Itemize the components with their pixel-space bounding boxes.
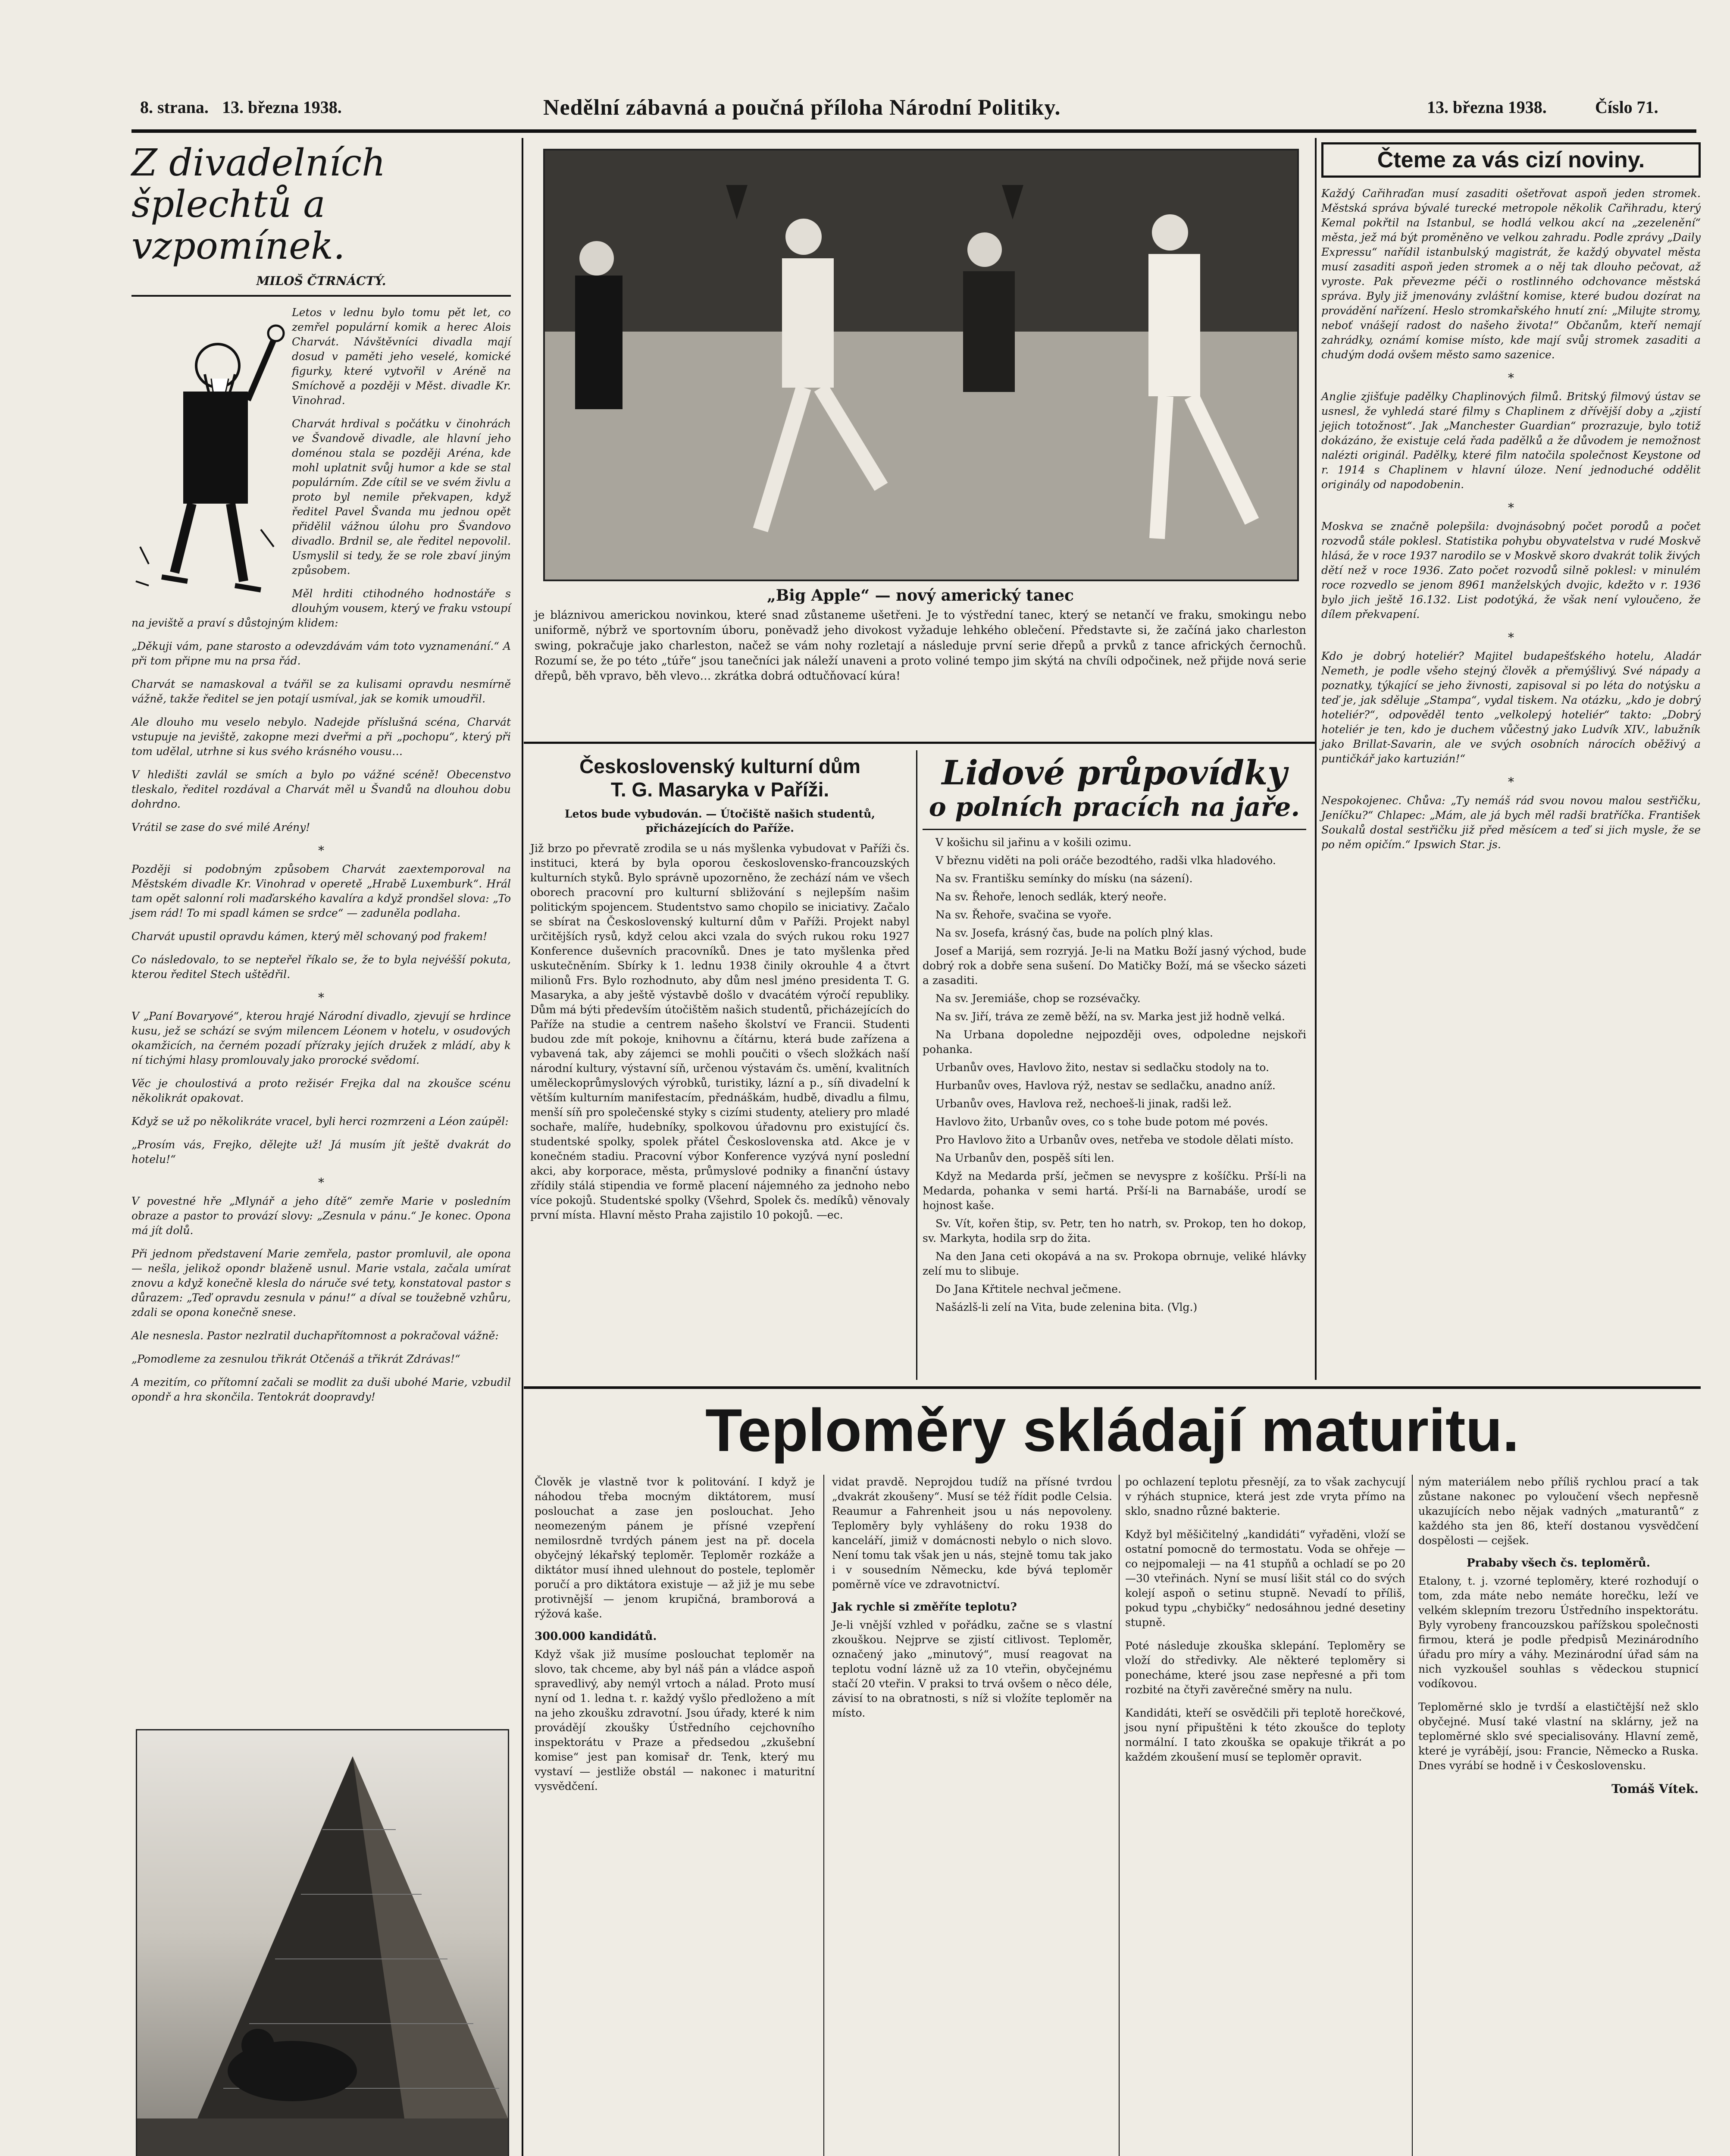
- folk-saying: Urbanův oves, Havlovo žito, nestav si sedlačku stodoly na to.: [935, 1061, 1269, 1074]
- header-date-left: 13. března 1938.: [222, 97, 342, 117]
- theatre-article-author: MILOŠ ČTRNÁCTÝ.: [256, 273, 386, 288]
- theatre-paragraph-13: Když se už po několikráte vracel, byli herci rozmrzeni a Léon zaúpěl:: [131, 1115, 509, 1128]
- theatre-paragraph-9: Charvát upustil opravdu kámen, který měl schovaný pod frakem!: [131, 930, 488, 943]
- theatre-paragraph-11: V „Paní Bovaryové“, kterou hrajé Národní divadlo, zjevují se hrdince kusu, jež se schází se svým milencem Léonem v hotelu, v osudových okamžicích, na černém pozadí přízraky jejích družek z mládí, aby k ní tichými hlasy promlouvaly jako prorocké svědomí.: [131, 1009, 511, 1066]
- folk-saying: V košichu sil jařinu a v košili ozimu.: [935, 836, 1132, 849]
- theatre-paragraph-1: Charvát hrdival s počátku v činohrách ve Švandově divadle, ale hlavní jeho doménou stala se později Aréna, kde mohl uplatnit svůj humor a kde se stal populárním. Zde cítil se ve svém živlu a proto byl nemile překvapen, když ředitel Pavel Švanda mu jednou opět přidělil vážnou úlohu pro Švandovo divadlo. Brdnil se, ale ředitel nepovolil. Usmyslil si tedy, že se role zbaví jiným způsobem.: [292, 417, 511, 577]
- folk-sayings-title-1: Lidové průpovídky: [942, 753, 1287, 793]
- bottom-col-rule-3: [1412, 1475, 1413, 2156]
- thermometer-text-2: Když však již musíme poslouchat teploměr na slovo, tak chceme, aby byl náš pán a vládce aspoň spravedlivý, aby nemýl vrtoch a nálad. Proto musí nyní od 1. ledna t. r. každý vyšlo předloženo a mít na jeho zkoušku zdravotní. Jsou úřady, které k nim provádějí zkoušky Ústředního cejchovního inspektorátu v Praze a předsedou „zkušební komise“ jest pan komisař dr. Tenk, který mu vystaví — jestliže obstál — nakonec i maturitní vysvědčení.: [535, 1648, 815, 1792]
- section-star: *: [1508, 775, 1514, 789]
- folk-saying: Pro Havlovo žito a Urbanův oves, netřeba ve stodole dělati místo.: [935, 1133, 1294, 1146]
- folk-saying: Hurbanův oves, Havlova rýž, nestav se sedlačku, anadno aníž.: [935, 1079, 1276, 1092]
- column-rule-left: [522, 138, 523, 2156]
- thermometer-col-1: [535, 1475, 815, 1802]
- thermometer-subhead-1: 300.000 kandidátů.: [535, 1630, 657, 1643]
- theatre-paragraph-7: Vrátil se zase do své milé Arény!: [131, 821, 310, 834]
- folk-saying: Urbanův oves, Havlova rež, nechoeš-li jinak, radši lež.: [935, 1097, 1232, 1110]
- theatre-paragraph-2: Měl hrditi ctihodného hodnostáře s dlouhým vousem, který ve fraku vstoupí na jeviště a praví s důstojným klidem:: [131, 587, 511, 629]
- cultural-house-title-2: T. G. Masaryka v Paříži.: [610, 778, 829, 801]
- theatre-paragraph-19: A mezitím, co přítomní začali se modlit za duši ubohé Marie, vzbudil opondř a hra skončila. Tentokrát doopravdy!: [131, 1376, 511, 1403]
- theatre-paragraph-17: Ale nesnesla. Pastor nezlratil duchapřítomnost a pokračoval vážně:: [131, 1329, 499, 1342]
- theatre-paragraph-18: „Pomodleme za zesnulou třikrát Otčenáš a třikrát Zdrávas!“: [131, 1352, 460, 1365]
- theatre-paragraph-15: V povestné hře „Mlynář a jeho dítě“ zemře Marie v posledním obraze a pastor to provází slovy: „Zesnula v pánu.“ Je konec. Opona má jít dolů.: [131, 1194, 511, 1237]
- cultural-house-column: [530, 755, 910, 1231]
- dance-photo: [543, 149, 1299, 581]
- folk-sayings-column: [923, 755, 1306, 1318]
- section-star: *: [1508, 371, 1514, 385]
- thermometer-text-9: ným materiálem nebo příliš rychlou prací a tak zůstane nakonec po vyloučení všech nepřesně ukazujících nebo nějak vadných „maturantů“ z každého sta jen 86, kteří dostanou vysvědčení dospělosti — cejšek.: [1418, 1476, 1699, 1547]
- comedian-caricature: [131, 305, 287, 616]
- theatre-paragraph-14: „Prosím vás, Frejko, dělejte už! Já musím jít ještě dvakrát do hotelu!“: [131, 1138, 511, 1166]
- thermometer-text-8: Kandidáti, kteří se osvědčili při teplotě horečkové, jsou nyní připuštěni k této zkoušce do teploty normální. I tato zkouška se opakuje třikrát a po každém zkoušení musí se teploměr opravit.: [1125, 1707, 1405, 1763]
- theatre-paragraph-3: „Děkuji vám, pane starosto a odevzdávám vám toto vyznamenání.“ A při tom připne mu na prsa řád.: [131, 639, 511, 667]
- thermometer-col-3: [1125, 1475, 1405, 1773]
- theatre-column: [131, 142, 511, 1413]
- theatre-paragraph-10: Co následovalo, to se nepteřel říkalo se, že to byla nejvéšší pokuta, kterou ředitel Stech uštědřil.: [131, 953, 511, 981]
- header-issue: Číslo 71.: [1595, 97, 1658, 117]
- mid-rule: [524, 742, 1315, 744]
- folk-saying: Havlovo žito, Urbanův oves, co s tohe bude potom mé povés.: [935, 1115, 1268, 1128]
- folk-saying: Sv. Vít, kořen štip, sv. Petr, ten ho natrh, sv. Prokop, ten ho dokop, sv. Markyta, hodila srp do žita.: [923, 1217, 1306, 1244]
- thermometer-text-4: Je-li vnější vzhled v pořádku, začne se s vlastní zkouškou. Nejprve se zjistí citlivost. Teploměr, označený jako „minutový“, musí reagovat na teplotu vodní lázně už za 10 vteřin, obyčejnému stačí 20 vteřin. V praksi to trvá ovšem o něco déle, závisí to na obratnosti, s níž si vložíte teploměr na místo.: [832, 1619, 1112, 1719]
- foreign-press-title: Čteme za vás cizí noviny.: [1377, 147, 1645, 172]
- section-star: *: [318, 843, 324, 858]
- section-star: *: [1508, 630, 1514, 645]
- folk-saying: Na sv. Josefa, krásný čas, bude na polích plný klas.: [935, 926, 1213, 939]
- folk-saying: Našázlš-li zelí na Vita, bude zelenina bita. (Vlg.): [935, 1300, 1198, 1313]
- header-supplement-title: Nedělní zábavná a poučná příloha Národní Politiky.: [543, 95, 1061, 120]
- column-rule-right: [1315, 138, 1317, 1380]
- bottom-top-rule: [524, 1386, 1701, 1389]
- folk-saying: Na den Jana ceti okopává a na sv. Prokopa obrnuje, veliké hlávky zelí mu to slibuje.: [923, 1250, 1306, 1277]
- cultural-house-text: Již brzo po převratě zrodila se u nás myšlenka vybudovat v Paříži čs. instituci, která by byla oporou československo-francouzských kulturních styků. Bylo správně upozorněno, že zechází nám ve všech oborech pracovní pro kulturní sbližování s nejlepším našim politickým spojencem. Studentstvo samo chopilo se iniciativy. Začalo se sbírat na Československý kulturní dům v Paříži. Projekt nabyl určitějších rysů, když celou akci vzala do svých rukou roku 1927 Konference duševních pracovníků. Dnes je tato myšlenka před uskutečněním. Sbírky k 1. lednu 1938 činily okrouhle 4 a čtvrt milionů Frs. Bylo rozhodnuto, aby dům nesl jméno presidenta T. G. Masaryka, a aby ještě výstavbě došlo v dvacátém výročí republiky. Dům má býti především útočištěm našich studentů, přicházejících do Paříže na studie a centrem našeho školství ve Francii. Studenti budou zde mít pokoje, knihovnu a čítárnu, která bude zařízena a vybavená tak, aby zájemci se mohli poučiti o všech složkách naší národní kultury, výstavní síň, určenou výstavám čs. umění, kvalitních uměleckoprůmyslových výrobků, turistiky, lázní a p., síň divadelní k větším kulturním manifestacím, přednáškám, hudbě, divadlu a filmu, menší síň pro společenské styky s cizími studenty, ateliery pro mladé sochaře, malíře, hudebníky, spolkovou úřadovnu pro existující čs. studentské spolky, spolek přátel Československa atd. Akce je v konečném stadiu. Pracovní výbor Konference vyzývá nyní poslední akci, aby korporace, města, průmyslové podniky a finanční ústavy zřídily stálá stipendia ve formě placení nájemného za jednoho nebo více pokojů. Studentské spolky (Všehrd, Spolek čs. medíků) věnovaly první místa. Hlavní město Praha zajistilo 10 pokojů. —ec.: [530, 842, 910, 1221]
- folk-saying: Na sv. Františku semínky do mísku (na sázení).: [935, 872, 1193, 885]
- theatre-paragraph-6: V hledišti zavlál se smích a bylo po vážné scéně! Obecenstvo tleskalo, ředitel rozdával a Charvát měl u Švandů na dlouhou dobu dohrdno.: [131, 768, 511, 810]
- thermometer-text-10: Etalony, t. j. vzorné teploměry, které rozhodují o tom, zda máte nebo nemáte horečku, leží ve velkém sklepním trezoru Ústředního inspektorátu. Byly vyrobeny francouzskou pařížskou společnosti firmou, která je podle předpisů Mezinárodního úřadu pro míry a váhy. Mezinárodní úřad sám na nich vyzkoušel souhlas s vědeckou stupnicí vodíkovou.: [1418, 1575, 1699, 1690]
- header-page-number: 8. strana.: [140, 97, 209, 117]
- folk-saying: Do Jana Křtitele nechval ječmene.: [935, 1282, 1122, 1295]
- dance-caption-block: [535, 586, 1306, 684]
- thermometer-text-1: Člověk je vlastně tvor k politování. I když je náhodou třeba mocným diktátorem, musí poslouchat a zase jen poslouchat. Jeho neomezeným pánem je přísné vzepření nemilosrdně tvrdých pánem jest na př. docela obyčejný lékařský teploměr. Teploměr rozkáže a diktátor musí ihned ulehnout do postele, teploměr poručí a pro diktátora existuje — až již je mu sebe protivnější — jenom krupičná, bramborová a rýžová kaše.: [535, 1476, 815, 1620]
- foreign-press-title-box: [1321, 142, 1701, 178]
- thermometer-text-5: po ochlazení teplotu přesnějí, za to však zachycují v rýhách stupnice, která jest zde vryta přímo na sklo, snadno různé bakterie.: [1125, 1476, 1405, 1517]
- thermometer-col-2: [832, 1475, 1112, 1729]
- folk-saying: Na sv. Řehoře, svačina se vyoře.: [935, 908, 1112, 921]
- foreign-press-column: [1321, 142, 1701, 861]
- theatre-paragraph-8: Později si podobným způsobem Charvát zaextemporoval na Městském divadle Kr. Vinohrad v operetě „Hrabě Luxemburk“. Hrál tam opět salonní roli maďarského kavalíra a když prondšel slova: „To jsem rád! To mi spadl kámen se srdce“ — zaduněla podlaha.: [131, 862, 511, 919]
- folk-saying: Když na Medarda prší, ječmen se nevyspre z košíčku. Prší-li na Medarda, pohanka v semi hartá. Prší-li na Barnabáše, urodí se hojnost kaše.: [923, 1169, 1306, 1212]
- mid-column-rule: [916, 750, 917, 1380]
- chaplin-forgeries-text: Anglie zjišťuje padělky Chaplinových filmů. Britský filmový ústav se usnesl, že vyhledá staré filmy s Chaplinem z dřívější doby a „zjistí jejich totožnost“. Jak „Manchester Guardian“ prozrazuje, bylo totiž dokázáno, že existuje celá řada padělků a že důvodem je nemožnost nalézti originál. Padělky, které film natočila společnost Keystone od r. 1914 s Chaplinem v hlavní úloze. Není jednoduché oddělit originály od napodobenin.: [1321, 390, 1701, 491]
- theatre-paragraph-4: Charvát se namaskoval a tvářil se za kulisami opravdu nesmírně vážně, takže ředitel se jen potají usmíval, jak se komik umoudřil.: [131, 677, 511, 705]
- folk-sayings-title-2: o polních pracích na jaře.: [929, 792, 1300, 822]
- thermometer-text-7: Poté následuje zkouška sklepání. Teploměry se vloží do středivky. Ale některé teploměry si ponecháme, které jsou zase nepřesné a při tom rozbité na čtyři zavěrečné směry na nulu.: [1125, 1639, 1405, 1696]
- hotelier-text: Kdo je dobrý hoteliér? Majitel budapešťského hotelu, Aladár Nemeth, je podle všeho stejný člověk a přemýšlivý. Své nápady a poznatky, týkající se jeho živnosti, zapisoval si po léta do notýsku a teď je, jak sděluje „Stampa“, vydal tiskem. Na otázku, „kdo je dobrý hoteliér?“, odpověděl tento „velkolepý hoteliér“ takto: „Dobrý hoteliér je ten, kdo je duchem vůčestný jako Ludvík XIV., labužník jako Brillat-Savarin, ale ve svých osobních nárocích oběživý a puntičkář jako kartuzián!“: [1321, 650, 1701, 765]
- section-star: *: [318, 990, 324, 1005]
- theatre-paragraph-16: Při jednom představení Marie zemřela, pastor promluvil, ale opona — nešla, jelikož opondr blaženě usnul. Marie vstala, začala umírat znovu a když konečně klesla do náruče své tety, konstatoval pastor s důrazem: „Teď opravdu zesnula v pánu!“ a díval se toužebně vzhůru, zdali se opona konečně snese.: [131, 1247, 511, 1319]
- folk-saying: Josef a Marijá, sem rozryjá. Je-li na Matku Boží jasný východ, bude dobrý rok a dobře sena sušení. Do Matičky Boží, má se všecko sázeti a zasaditi.: [923, 944, 1306, 987]
- dance-caption: „Big Apple“ — nový americký tanec: [767, 586, 1074, 605]
- moscow-statistics-text: Moskva se značně polepšila: dvojnásobný počet porodů a počet rozvodů stále poklesl. Statistika pohybu obyvatelstva v rudé Moskvě hlásá, že v roce 1937 narodilo se v Moskvě skoro dvakrát tolik živých dětí než v roce 1936. Zato počet rozvodů silně poklesl: v minulém roce rozvedlo se jenom 8961 manželských dvojic, kdežto v r. 1936 bylo jich ještě 16.132. List podotýká, že však není vyloučeno, že dílem překvapení.: [1321, 520, 1701, 620]
- pyramid-photo: [136, 1729, 509, 2156]
- section-star: *: [1508, 501, 1514, 515]
- cultural-house-title-1: Československý kulturní dům: [579, 755, 860, 777]
- joke-text: Nespokojenec. Chůva: „Ty nemáš rád svou novou malou sestřičku, Jeníčku?“ Chlapec: „Mám, ale já bych měl radši bratříčka. František Soukalů dostal sestřičku již před měsícem a teď si jich mysle, že se po něm opičím.“ Ipswich Star. js.: [1321, 794, 1701, 851]
- thermometer-article-title: Teploměry skládají maturitu.: [705, 1396, 1519, 1464]
- dance-text: je bláznivou americkou novinkou, které snad zůstaneme ušetřeni. Je to výstřední tanec, který se netančí ve fraku, smokingu nebo uniformě, nýbrž ve sportovním úboru, poněvadž jeho divokost vyžaduje lehkého oblečení. Představte si, že začíná jako charleston swing, pokračuje jako charleston, načež se vám nohy rozletají a následuje první serie dřepů a prvků z tance afrických černochů. Rozumí se, že po této „túře“ jsou tanečníci jak náleží unaveni a proto voliné tempo jim skýtá na chvíli odpočinek, než přijde nová serie dřepů, běh vpravo, běh vlevo… zkrátka dobrá odtučňovací kúra!: [535, 609, 1306, 683]
- theatre-article-title: Z divadelních šplechtů a vzpomínek.: [131, 141, 386, 268]
- theatre-paragraph-12: Věc je choulostivá a proto režisér Frejka dal na zkoušce scénu několikrát opakovat.: [131, 1077, 511, 1104]
- folk-sayings-list: [923, 835, 1306, 1315]
- cultural-house-lead: Letos bude vybudován. — Útočiště našich studentů, přicházejících do Paříže.: [565, 808, 875, 834]
- folk-saying: Na Urbanův den, pospěš síti len.: [935, 1151, 1114, 1164]
- thermometer-text-3: vidat pravdě. Neprojdou tudíž na přísné tvrdou „dvakrát zkoušeny“. Musí se též řídit podle Celsia. Reaumur a Fahrenheit jsou u nás nepovoleny. Teploměry byly vyhlášeny do roku 1938 do kanceláří, jimiž v domácnosti nebylo o nich slovo. Není tomu tak však jen u nás, stejně tomu tak jako i v sousedním Německu, kde bývá teploměr poměrně více ve zdravotnictví.: [832, 1476, 1112, 1591]
- theatre-paragraph-5: Ale dlouho mu veselo nebylo. Nadejde příslušná scéna, Charvát vstupuje na jeviště, zakopne mezi dveřmi a při „pochopu“, který při tom udělal, utrhne si kus svého krásného vousu…: [131, 715, 511, 758]
- folk-sayings-rule: [923, 829, 1306, 830]
- theatre-intro: Letos v lednu bylo tomu pět let, co zemřel populární komik a herec Alois Charvát. Návštěvníci divadla mají dosud v paměti jeho veselé, komické figurky, které vytvořil v Aréně na Smíchově a později v Měst. divadle Kr. Vinohrad.: [292, 306, 511, 407]
- folk-saying: Na sv. Jiří, tráva ze země běží, na sv. Marka jest již hodně velká.: [935, 1010, 1285, 1023]
- thermometer-col-4: [1418, 1475, 1699, 1796]
- header-rule: [131, 129, 1696, 133]
- folk-saying: Na Urbana dopoledne nejpozději oves, odpoledne nejskoři pohanka.: [923, 1028, 1306, 1056]
- section-star: *: [318, 1175, 324, 1190]
- thermometer-subhead-2: Jak rychle si změříte teplotu?: [832, 1601, 1017, 1614]
- header-date-right: 13. března 1938.: [1427, 97, 1547, 117]
- folk-saying: Na sv. Řehoře, lenoch sedlák, který neoře.: [935, 890, 1167, 903]
- istanbul-trees-text: Každý Cařihraďan musí zasaditi ošetřovat aspoň jeden stromek. Městská správa bývalé turecké metropole několik Cařihradu, který Kemal pokřtil na Istanbul, se hodlá velkou akcí na „zezelenění“ města, jež má být proměněno ve velkou zahradu. Podle zprávy „Daily Expressu“ nařídil istanbulský magistrát, že každý obyvatel města musí zasaditi aspoň jeden stromek a o něj tak dlouho pečovat, až vyroste. Pak převezme péči o rostlinného odchovance městská správa. Byly již jmenovány zvláštní komise, které budou dozírat na provádění nařízení. Heslo stromkařského hnutí zní: „Milujte stromy, neboť vnášejí radost do našeho života!“ Občanům, kteří nemají zahrádky, oznámí komise místo, kde mají svůj stromek zasaditi a chudým dodá ovšem město samo sazenice.: [1321, 187, 1701, 361]
- folk-saying: V březnu viděti na poli oráče bezodtého, radši vlka hladového.: [935, 854, 1276, 867]
- thermometer-subhead-3: Prababy všech čs. teploměrů.: [1467, 1557, 1650, 1570]
- thermometer-text-11: Teploměrné sklo je tvrdší a elastičtější než sklo obyčejné. Musí také vlastní na sklárny, jež na teploměrné sklo své specialisovány. Hlavní země, které je vyrábějí, jsou: Francie, Německo a Ruska. Dnes vyrábí se hodně i v Československu.: [1418, 1701, 1699, 1772]
- bottom-col-rule-2: [1119, 1475, 1120, 2156]
- folk-saying: Na sv. Jeremiáše, chop se rozsévačky.: [935, 992, 1141, 1005]
- thermometer-signature: Tomáš Vítek.: [1611, 1782, 1699, 1796]
- bottom-col-rule-1: [823, 1475, 824, 2156]
- thermometer-text-6: Když byl měšičitelný „kandidáti“ vyřaděni, vloží se ostatní pomocně do termostatu. Voda se ohřeje — co nejpomaleji — na 41 stupňů a ochladí se po 20—30 vteřinách. Nyní se musí lišit stál co do svých kolejí aspoň o setinu stupně. Nevadí to příliš, pokud typu „chybičky“ nedosáhnou jedné desetiny stupně.: [1125, 1528, 1405, 1629]
- author-rule: [131, 295, 511, 297]
